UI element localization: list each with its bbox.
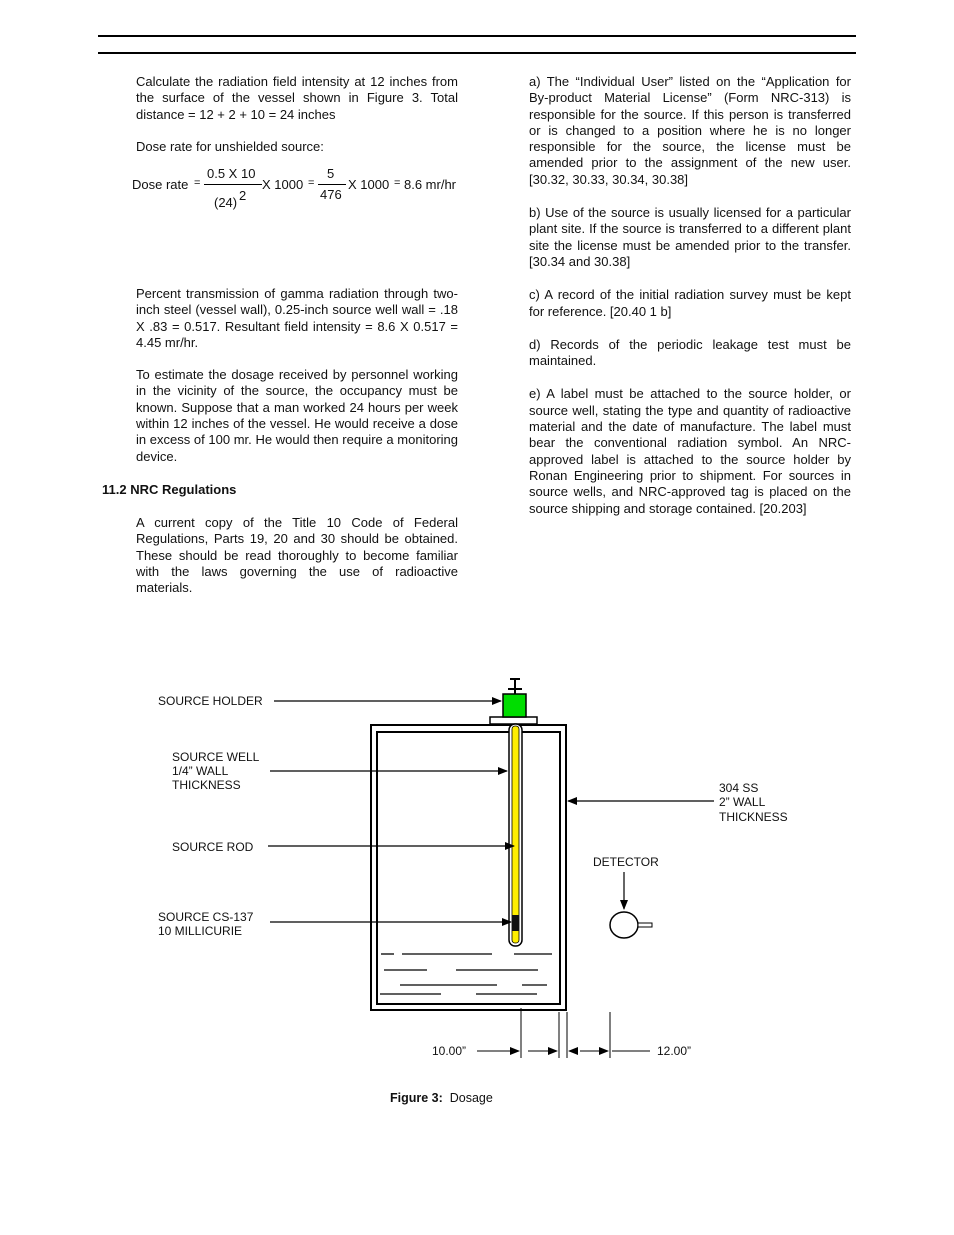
item-e: e) A label must be attached to the source holder, or source well, stating the type and quantity of radioactive material and the date of manufacture. The label must bear the conventional radiation symbol. An NRC-approved label is attached to the source holder by Ronan Engineering prior to shipment. For sources in source wells, and NRC-approved tag is placed on the source shipping and storage contained. [20.203] bbox=[529, 386, 851, 516]
vessel-inner-wall bbox=[377, 732, 560, 1004]
formula-equals-3: = bbox=[394, 177, 401, 189]
formula-label: Dose rate bbox=[132, 177, 189, 192]
formula-numerator-1: 0.5 X 10 bbox=[207, 166, 256, 181]
formula-exponent: 2 bbox=[239, 188, 247, 203]
paragraph-total-distance: Calculate the radiation field intensity at 12 inches from the surface of the vessel shown in Figure 3. Total distance = 12 + 2 + 10 = 24 inches bbox=[136, 74, 458, 122]
source-holder-box bbox=[503, 694, 526, 717]
holder-flange bbox=[490, 717, 537, 724]
paragraph-transmission: Percent transmission of gamma radiation through two-inch steel (vessel wall), 0.25-inch source well wall = .18 X .83 = 0.517. Resultant field intensity = 8.6 X 0.517 = 4.45 mr/hr. bbox=[136, 286, 458, 350]
label-dim-left: 10.00” bbox=[432, 1044, 467, 1058]
label-source-well-2: 1/4” WALL bbox=[172, 764, 229, 778]
paragraph-dose-rate-intro: Dose rate for unshielded source: bbox=[136, 138, 324, 154]
formula-numerator-2: 5 bbox=[327, 166, 335, 181]
label-source-well-3: THICKNESS bbox=[172, 778, 241, 792]
caption-label: Figure 3: bbox=[390, 1091, 443, 1105]
paragraph-cfr: A current copy of the Title 10 Code of Federal Regulations, Parts 19, 20 and 30 should be obtained. These should be read thoroughly to become familiar with the laws governing the use of radioactive materials. bbox=[136, 515, 458, 596]
item-d: d) Records of the periodic leakage test must be maintained. bbox=[529, 336, 851, 369]
paragraph-occupancy: To estimate the dosage received by personnel working in the vicinity of the source, the occupancy must be known. Suppose that a man worked 24 hours per week within 12 inches of the vessel. He would receive a dose in excess of 100 mr. He would then require a monitoring device. bbox=[136, 367, 458, 464]
source-cs137 bbox=[512, 915, 519, 931]
formula-equals-1: = bbox=[194, 177, 201, 189]
vessel-outer-wall bbox=[371, 725, 566, 1010]
figure-caption bbox=[390, 1091, 493, 1105]
formula-multiplier-1: X 1000 bbox=[262, 177, 304, 192]
detector-probe bbox=[638, 923, 652, 927]
caption-text: Dosage bbox=[449, 1091, 493, 1105]
item-c: c) A record of the initial radiation survey must be kept for reference. [20.40 1 b] bbox=[529, 287, 851, 319]
formula-denominator-2: 476 bbox=[320, 187, 342, 202]
formula-equals-2: = bbox=[308, 177, 315, 189]
item-b: b) Use of the source is usually licensed for a particular plant site. If the source is transferred to a different plant site the license must be amended prior to the transfer. [30.34 and 30.38] bbox=[529, 205, 851, 269]
item-a: a) The “Individual User” listed on the “Application for By-product Material License” (Form NRC-313) is responsible for the source. If this person is transferred or is changed to a position where he is no longer responsible for the source, the license must be amended prior to the assignment of the new user. [30.32, 30.33, 30.34, 30.38] bbox=[529, 74, 851, 187]
label-source-cs-2: 10 MILLICURIE bbox=[158, 924, 243, 938]
label-source-well-1: SOURCE WELL bbox=[172, 750, 260, 764]
detector-icon bbox=[610, 912, 638, 938]
label-source-holder: SOURCE HOLDER bbox=[158, 694, 263, 708]
label-source-rod: SOURCE ROD bbox=[172, 840, 254, 854]
label-dim-right: 12.00” bbox=[657, 1044, 692, 1058]
source-rod bbox=[512, 726, 519, 943]
label-304ss-3: THICKNESS bbox=[719, 810, 788, 824]
formula-denominator-1: (24) bbox=[214, 195, 238, 210]
formula-multiplier-2: X 1000 bbox=[348, 177, 390, 192]
liquid-level-lines bbox=[380, 954, 552, 994]
section-heading: 11.2 NRC Regulations bbox=[102, 482, 237, 497]
label-source-cs-1: SOURCE CS-137 bbox=[158, 910, 254, 924]
label-304ss-2: 2” WALL bbox=[719, 795, 766, 809]
formula-result: 8.6 mr/hr bbox=[404, 177, 457, 192]
label-304ss-1: 304 SS bbox=[719, 781, 759, 795]
label-detector: DETECTOR bbox=[593, 855, 659, 869]
